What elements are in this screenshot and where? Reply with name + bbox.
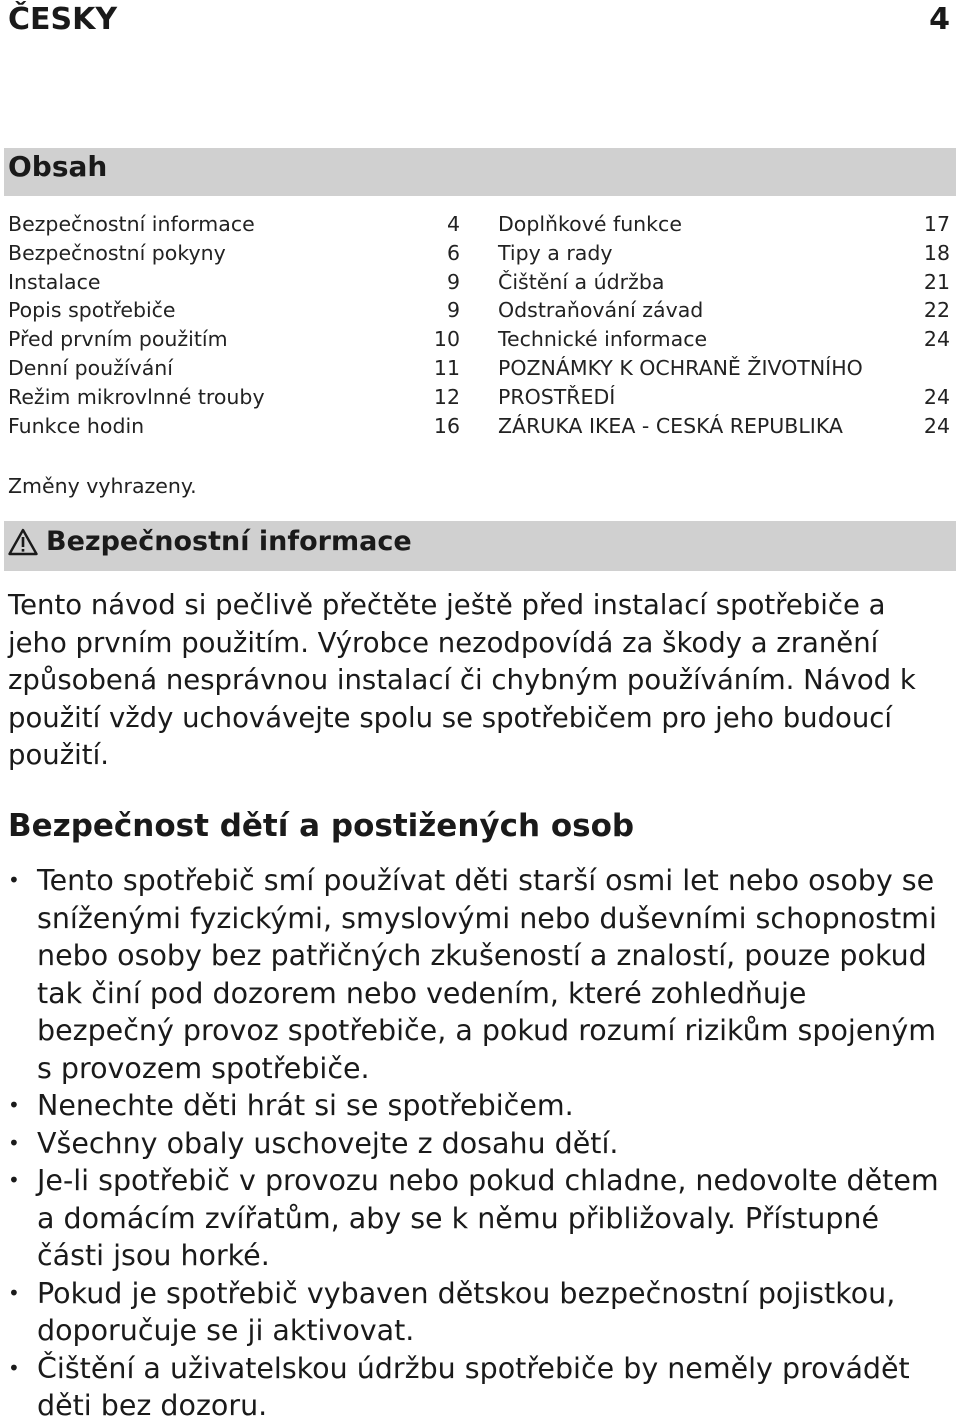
toc-entry[interactable]	[498, 268, 950, 297]
list-item	[8, 1275, 952, 1350]
toc-entry-label: Technické informace	[498, 327, 708, 352]
toc-title-bar	[4, 148, 956, 196]
toc-entry[interactable]	[498, 325, 950, 354]
toc-entry-label: Doplňkové funkce	[498, 212, 682, 236]
list-item-text: Je-li spotřebič v provozu nebo pokud chladne, nedovolte dětem a domácím zvířatům, aby se k němu přibližovaly. Přístupné části jsou horké.	[37, 1164, 939, 1272]
list-item-text: Pokud je spotřebič vybaven dětskou bezpečnostní pojistkou, doporučuje se ji aktivovat.	[37, 1276, 896, 1347]
safety-bullet-list	[8, 862, 952, 1425]
bullet-icon: •	[8, 868, 20, 892]
changes-note: Změny vyhrazeny.	[8, 474, 197, 498]
toc-entry[interactable]	[8, 210, 460, 239]
toc-entry[interactable]	[8, 354, 460, 383]
bullet-icon: •	[8, 1168, 20, 1192]
toc-entry[interactable]	[8, 268, 460, 297]
toc-entry[interactable]	[8, 325, 460, 354]
toc-entry-page: 6	[446, 240, 460, 265]
toc-entry-label: Funkce hodin	[8, 413, 145, 438]
toc-entry-page: 4	[446, 212, 460, 236]
toc-entry-page: 18	[923, 240, 950, 265]
toc-entry[interactable]	[8, 412, 460, 441]
toc-entry-page: 24	[923, 413, 950, 438]
toc-entry-page: 16	[433, 413, 460, 438]
toc-entry[interactable]	[498, 296, 950, 325]
toc-entry[interactable]	[8, 383, 460, 412]
toc-entry[interactable]	[498, 354, 950, 383]
list-item-text: Tento spotřebič smí používat děti starší osmi let nebo osoby se sníženými fyzickými, smyslovými nebo duševními schopnostmi nebo osoby bez patřičných zkušeností a znalostí, pouze pokud tak činí pod dozorem nebo vedením, které zohledňuje bezpečný provoz spotřebiče, a pokud rozumí rizikům spojeným s provozem spotřebiče.	[37, 864, 937, 1085]
toc-entry-page: 17	[923, 212, 950, 236]
language-header: ČESKY	[8, 2, 118, 37]
toc-entry[interactable]	[498, 239, 950, 268]
section-heading: Bezpečnost dětí a postižených osob	[8, 808, 635, 844]
toc-entry-page: 24	[923, 327, 950, 352]
toc-entry-label: Bezpečnostní pokyny	[8, 240, 226, 265]
toc-entry[interactable]	[498, 383, 950, 412]
safety-heading-text: Bezpečnostní informace	[46, 526, 412, 557]
list-item	[8, 862, 952, 1087]
toc-entry-page: 11	[433, 355, 460, 380]
bullet-icon: •	[8, 1280, 20, 1305]
list-item	[8, 1087, 952, 1125]
toc-entry-label: ZÁRUKA IKEA - CESKÁ REPUBLIKA	[498, 413, 843, 438]
toc-entry[interactable]	[498, 210, 950, 239]
toc-entry[interactable]	[498, 412, 950, 441]
toc-entry-page: 21	[923, 269, 950, 294]
list-item-text: Všechny obaly uschovejte z dosahu dětí.	[37, 1126, 619, 1160]
bullet-icon: •	[8, 1130, 20, 1155]
toc-entry-page: 9	[446, 298, 460, 323]
bullet-icon: •	[8, 1355, 20, 1380]
toc-left-column	[8, 210, 460, 440]
list-item-text: Čištění a uživatelskou údržbu spotřebiče by neměly provádět děti bez dozoru.	[37, 1351, 910, 1422]
toc-entry-label: PROSTŘEDÍ	[498, 384, 616, 409]
toc-entry-label: Tipy a rady	[498, 240, 613, 265]
list-item	[8, 1125, 952, 1163]
toc-entry-label: Odstraňování závad	[498, 298, 704, 323]
list-item-text: Nenechte děti hrát si se spotřebičem.	[37, 1089, 574, 1122]
toc-entry-label: Čištění a údržba	[498, 269, 665, 294]
toc-entry-page: 22	[923, 298, 950, 323]
bullet-icon: •	[8, 1093, 20, 1117]
toc-entry-label: Bezpečnostní informace	[8, 212, 255, 236]
safety-intro-paragraph: Tento návod si pečlivě přečtěte ještě před instalací spotřebiče a jeho prvním použitím. Výrobce nezodpovídá za škody a zranění způsobená nesprávnou instalací či chybným používáním. Návod k použití vždy uchovávejte spolu se spotřebičem pro jeho budoucí použití.	[8, 589, 916, 771]
toc-entry-page: 10	[433, 327, 460, 352]
toc-entry-label: Denní používání	[8, 355, 173, 380]
toc-entry-label: Režim mikrovlnné trouby	[8, 384, 265, 409]
toc-entry[interactable]	[8, 239, 460, 268]
toc-entry-page: 9	[446, 269, 460, 294]
warning-triangle-icon	[8, 528, 38, 556]
toc-entry-page: 12	[433, 384, 460, 409]
list-item	[8, 1350, 952, 1425]
page-number: 4	[929, 2, 950, 37]
toc-title: Obsah	[8, 150, 108, 183]
toc-entry-label: Popis spotřebiče	[8, 298, 176, 323]
toc-entry-label: Instalace	[8, 269, 101, 294]
list-item	[8, 1162, 952, 1275]
toc-entry-label: POZNÁMKY K OCHRANĚ ŽIVOTNÍHO	[498, 355, 863, 380]
toc-entry-label: Před prvním použitím	[8, 327, 228, 352]
safety-heading	[8, 526, 412, 557]
toc-entry-page: 24	[923, 384, 950, 409]
toc-entry[interactable]	[8, 296, 460, 325]
toc-right-column	[498, 210, 950, 440]
